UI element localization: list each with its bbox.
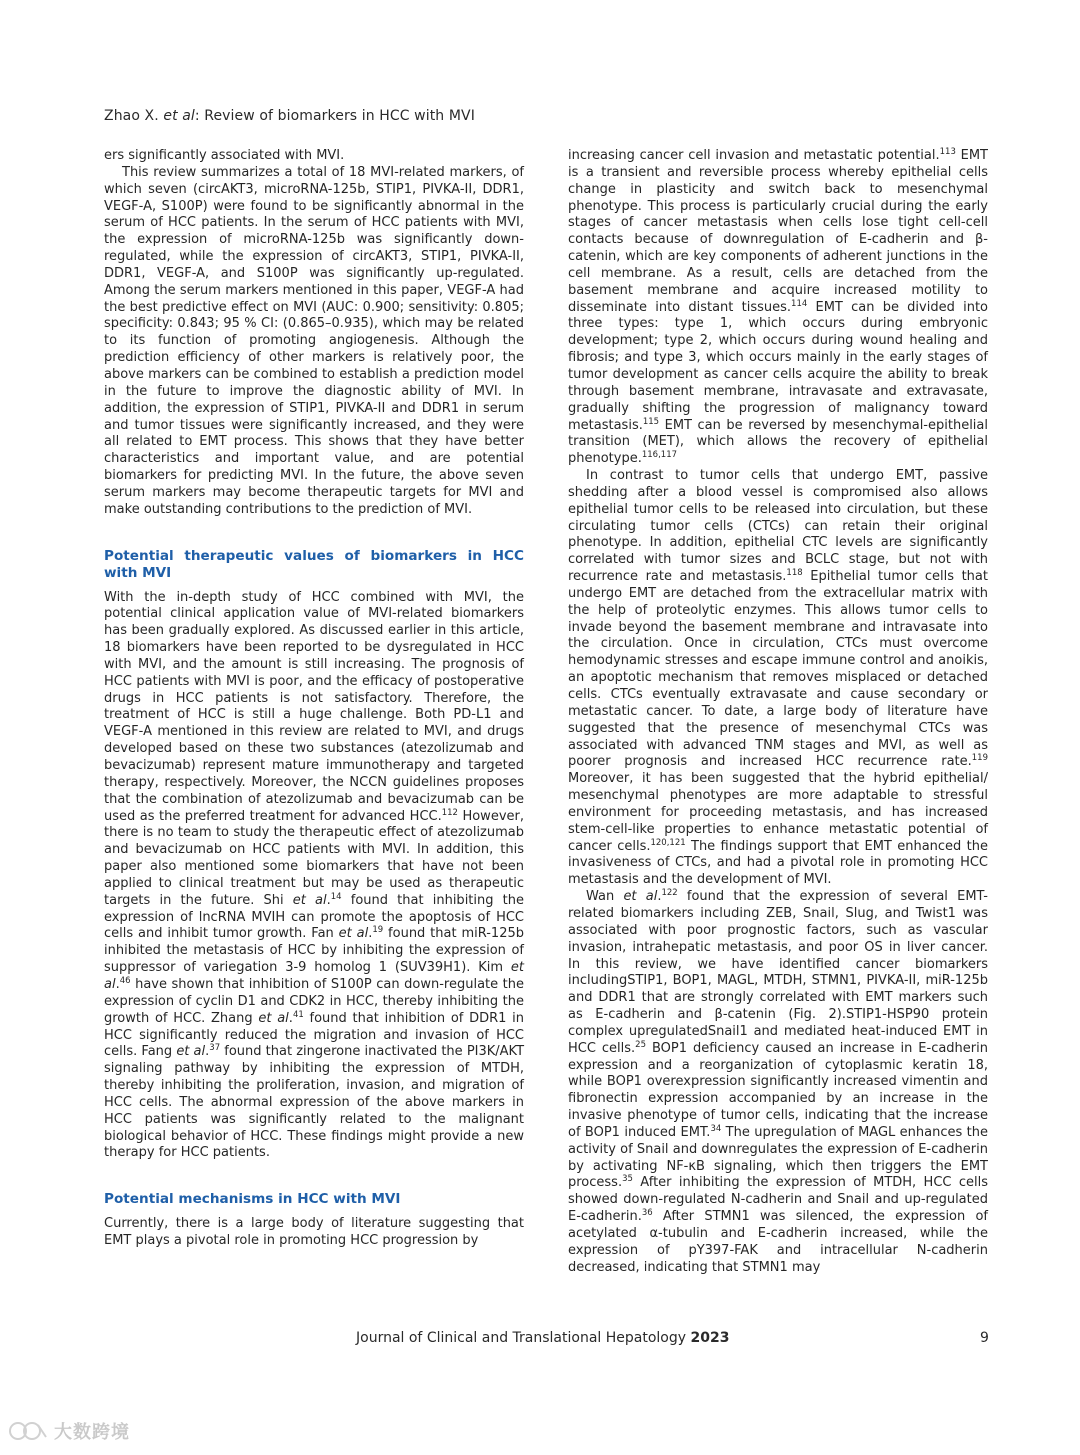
- citation: 36: [641, 1208, 653, 1219]
- section-heading: Potential therapeutic values of biomarkers in HCC with MVI: [104, 547, 524, 581]
- paragraph: increasing cancer cell invasion and metastatic potential.$^{113}$ EMT is a transient and reversible process whereby epithelial cells change in plasticity and switch back to mesenchymal phenotype. This process is particularly crucial during the early stages of cancer metastasis when cells lose tight cell-cell contacts because of downregulation of E-cadherin and β-catenin, which are key components of adherent junctions in the cell membrane. As a result, cells are detached from the basement membrane and acquire increased motility to disseminate into distant tissues.$^{114}$ EMT can be divided into three types: type 1, which occurs during embryonic development; type 2, which occurs during wound healing and fibrosis; and type 3, which occurs mainly in the early stages of tumor development as cancer cells acquire the ability to break through basement membrane, intravasate and extravasate, gradually shifting the progression of malignancy toward metastasis.$^{115}$ EMT can be reversed by mesenchymal-epithelial transition (MET), which allows the recovery of epithelial phenotype.$^{116,117}$: [568, 147, 988, 467]
- citation: 37: [209, 1043, 221, 1054]
- citation: 112: [441, 807, 458, 818]
- left-column: [104, 148, 524, 1250]
- citation: 25: [635, 1039, 646, 1050]
- citation: 114: [791, 298, 808, 309]
- citation: 113: [939, 147, 956, 157]
- watermark-text: 大数跨境: [54, 1422, 130, 1443]
- citation: 120,121: [650, 837, 686, 848]
- running-head-etal: et al: [163, 108, 195, 124]
- watermark: [8, 1418, 130, 1444]
- citation: 119: [971, 753, 988, 764]
- paragraph: In contrast to tumor cells that undergo EMT, passive shedding after a blood vessel is compromised also allows epithelial tumor cells to be released into circulation, but these circulating tumor cells (CTCs) can retain their original phenotype. In addition, epithelial CTC levels are significantly correlated with tumor sizes and BCLC stage, but not with recurrence rate and metastasis.$^{118}$ Epithelial tumor cells that undergo EMT are detached from the extracellular matrix with the help of proteolytic enzymes. This allows tumor cells to invade beyond the basement membrane and intravasate into the circulation. Once in circulation, CTCs must overcome hemodynamic stresses and escape immune control and anoikis, an apoptotic mechanism that removes misplaced or detached cells. CTCs eventually extravasate and cause secondary or metastatic cancer. To date, a large body of literature have suggested that the presence of mesenchymal CTCs was associated with advanced TNM stages and MVI, as well as poorer prognosis and increased HCC recurrence rate.$^{119}$ Moreover, it has been suggested that the hybrid epithelial/ mesenchymal phenotypes are more adaptable to stressful environment for proceeding metastasis, and has increased stem-cell-like properties to enhance metastatic potential of cancer cells.$^{120,121}$ The findings support that EMT enhanced the invasiveness of CTCs, and had a pivotal role in promoting HCC metastasis and the development of MVI.: [568, 468, 988, 888]
- paragraph: This review summarizes a total of 18 MVI-related markers, of which seven (circAKT3, microRNA-125b, STIP1, PIVKA-II, DDR1, VEGF-A, S100P) were found to be significantly abnormal in the serum of HCC patients. In the serum of HCC patients with MVI, the expression of microRNA-125b was significantly down-regulated, while the expression of circAKT3, STIP1, PIVKA-II, DDR1, VEGF-A, and S100P was significantly up-regulated. Among the serum markers mentioned in this paper, VEGF-A had the best predictive effect on MVI (AUC: 0.900; sensitivity: 0.805; specificity: 0.843; 95 % CI: (0.865–0.935), which may be related to its function of promoting angiogenesis. Although the prediction efficiency of other markers is relatively poor, the above markers can be combined to establish a prediction model in the future to improve the diagnostic ability of MVI. In addition, the expression of STIP1, PIVKA-II and DDR1 in serum and tumor tissues were significantly increased, and they were all related to EMT process. This shows that they have better characteristics and important value, and are potential biomarkers for predicting MVI. In the future, the above seven serum markers may become therapeutic targets for MVI and make outstanding contributions to the prediction of MVI.: [104, 164, 524, 517]
- citation: 118: [786, 568, 803, 579]
- citation: 34: [710, 1123, 722, 1134]
- paragraph: Currently, there is a large body of literature suggesting that EMT plays a pivotal role in promoting HCC progression by: [104, 1216, 524, 1249]
- right-column: [568, 148, 988, 1277]
- citation: 19: [372, 925, 384, 936]
- paragraph: With the in-depth study of HCC combined with MVI, the potential clinical application value of MVI-related biomarkers has been gradually explored. As discussed earlier in this article, 18 biomarkers have been reported to be dysregulated in HCC with MVI, and the amount is still increasing. The prognosis of HCC patients with MVI is poor, and the efficacy of postoperative drugs in HCC patients is not satisfactory. Therefore, the treatment of HCC is still a huge challenge. Both PD-L1 and VEGF-A mentioned in this review are related to MVI, and drugs developed based on these two substances (atezolizumab and bevacizumab) represent mature immunotherapy and targeted therapy, respectively. Moreover, the NCCN guidelines proposes that the combination of atezolizumab and bevacizumab can be used as the preferred treatment for advanced HCC.$^{112}$ However, there is no team to study the therapeutic effect of atezolizumab and bevacizumab on HCC patients with MVI. In addition, this paper also mentioned some biomarkers that have not been applied to clinical treatment but may be used as therapeutic targets in the future. Shi et al.$^{14}$ found that inhibiting the expression of lncRNA MVIH can promote the apoptosis of HCC cells and inhibit tumor growth. Fan et al.$^{19}$ found that miR-125b inhibited the metastasis of HCC by inhibiting the expression of suppressor of variegation 3-9 homolog 1 (SUV39H1). Kim et al.$^{46}$ have shown that inhibition of S100P can down-regulate the expression of cyclin D1 and CDK2 in HCC, thereby inhibiting the growth of HCC. Zhang et al.$^{41}$ found that inhibition of DDR1 in HCC significantly reduced the migration and invasion of HCC cells. Fang et al.$^{37}$ found that zingerone inactivated the PI3K/AKT signaling pathway by inhibiting the expression of MTDH, thereby inhibiting the proliferation, invasion, and migration of HCC cells. The abnormal expression of the above markers in HCC patients was significantly related to the malignant biological behavior of HCC. These findings might provide a new therapy for HCC patients.: [104, 589, 525, 1161]
- paragraph: ers significantly associated with MVI.: [104, 148, 345, 163]
- running-head-prefix: Zhao X.: [104, 108, 164, 124]
- citation: 14: [330, 891, 342, 902]
- citation: 46: [119, 975, 131, 986]
- running-head: [104, 108, 475, 124]
- running-head-suffix: : Review of biomarkers in HCC with MVI: [194, 108, 475, 124]
- citation: 115: [642, 416, 660, 427]
- footer-journal: Journal of Clinical and Translational Hepatology 2023: [356, 1330, 730, 1346]
- paragraph: Wan et al.$^{122}$ found that the expression of several EMT-related biomarkers including ZEB, Snail, Slug, and Twist1 was associated with poor prognostic factors, such as vascular invasion, intrahepatic metastasis, and poor OS in liver cancer. In this review, we have identified cancer biomarkers includingSTIP1, BOP1, MAGL, MTDH, STMN1, PIVKA-II, miR-125b and DDR1 that are strongly correlated with EMT markers such as E-cadherin and β-catenin (Fig. 2).STIP1-HSP90 protein complex upregulatedSnail1 and mediated heat-induced EMT in HCC cells.$^{25}$ BOP1 deficiency caused an increase in E-cadherin expression and a reorganization of cytoplasmic keratin 18, while BOP1 overexpression significantly increased vimentin and fibronectin expression accompanied by an increase in the invasive phenotype of tumor cells, indicating that the increase of BOP1 induced EMT.$^{34}$ The upregulation of MAGL enhances the activity of Snail and downregulates the expression of E-cadherin by activating NF-κB signaling, which then triggers the EMT process.$^{35}$ After inhibiting the expression of MTDH, HCC cells showed down-regulated N-cadherin and Snail and up-regulated E-cadherin.$^{36}$ After STMN1 was silenced, the expression of acetylated α-tubulin and E-cadherin increased, while the expression of pY397-FAK and intracellular N-cadherin decreased, indicating that STMN1 may: [568, 888, 988, 1275]
- citation: 35: [622, 1174, 633, 1185]
- logo-icon: [8, 1419, 48, 1443]
- page-number: 9: [980, 1330, 989, 1346]
- section-heading: Potential mechanisms in HCC with MVI: [104, 1191, 401, 1208]
- citation: 41: [292, 1009, 304, 1020]
- citation: 122: [661, 888, 678, 899]
- citation: 116,117: [641, 450, 678, 461]
